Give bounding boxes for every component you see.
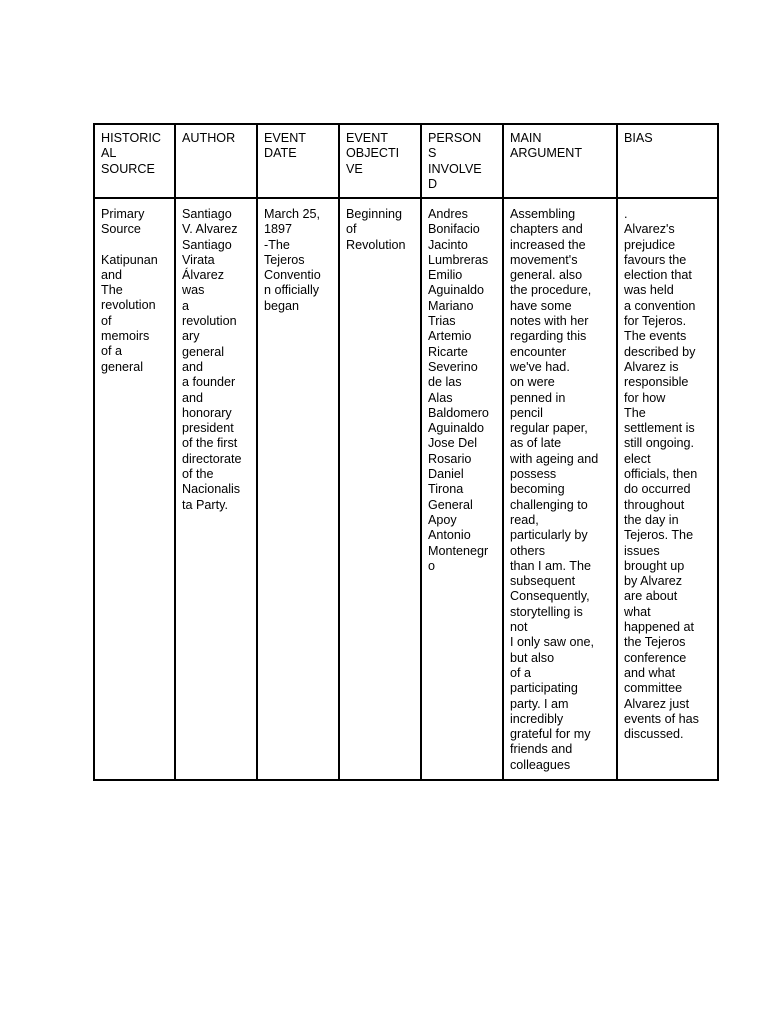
cell-text-line: issues: [624, 543, 660, 558]
cell-text-line: described by: [624, 344, 696, 359]
cell-text-line: and: [182, 359, 204, 374]
cell-text-line: Tejeros: [264, 252, 305, 267]
cell-text-line: on were: [510, 375, 555, 390]
cell-text-line: Artemio: [428, 329, 472, 344]
cell-text-line: Virata: [182, 252, 215, 267]
cell-text-line: D: [428, 176, 438, 191]
cell-event-date: [257, 198, 339, 780]
cell-text-line: HISTORIC: [101, 131, 161, 145]
cell-text-line: Consequently,: [510, 589, 590, 604]
cell-text-line: Source: [101, 222, 141, 237]
cell-text-line: a founder: [182, 375, 236, 390]
cell-text-line: happened at: [624, 620, 695, 635]
cell-text-line: the Tejeros: [624, 635, 686, 650]
cell-text-line: General: [428, 497, 473, 512]
cell-text-line: ARGUMENT: [510, 146, 583, 161]
cell-text-line: are about: [624, 589, 678, 604]
cell-text-line: INVOLVE: [428, 161, 482, 176]
header-event-objective: [339, 124, 421, 198]
cell-text-line: president: [182, 421, 234, 436]
cell-text-line: for how: [624, 390, 666, 405]
cell-text-line: Mariano: [428, 298, 474, 313]
cell-text-line: of the: [182, 467, 214, 482]
cell-text-line: conference: [624, 650, 687, 665]
cell-text-line: EVENT: [264, 131, 306, 145]
cell-text-line: -The: [264, 237, 290, 252]
cell-text-line: election that: [624, 268, 692, 283]
cell-event-objective: [339, 198, 421, 780]
cell-text-line: Daniel: [428, 467, 464, 482]
header-bias: [617, 124, 718, 198]
cell-text-line: read,: [510, 512, 539, 527]
cell-text-line: Emilio: [428, 268, 463, 283]
cell-text-line: DATE: [264, 146, 297, 161]
cell-text-line: becoming: [510, 482, 565, 497]
cell-text-line: have some: [510, 298, 572, 313]
cell-text-line: I only saw one,: [510, 635, 595, 650]
cell-text-line: Trias: [428, 314, 456, 329]
cell-text-line: and: [182, 390, 204, 405]
cell-text-line: OBJECTI: [346, 146, 400, 161]
cell-text-line: of: [346, 222, 357, 237]
cell-text-line: incredibly: [510, 711, 564, 726]
cell-text-line: honorary: [182, 405, 232, 420]
cell-text-line: do occurred: [624, 482, 691, 497]
cell-text-line: Conventio: [264, 268, 321, 283]
table-row: [94, 198, 718, 780]
cell-text-line: VE: [346, 161, 363, 176]
cell-text-line: Antonio: [428, 528, 471, 543]
cell-text-line: and: [101, 267, 123, 282]
cell-text-line: subsequent: [510, 574, 576, 589]
line-gap: [101, 238, 171, 253]
historical-analysis-table: [93, 123, 719, 781]
cell-text-line: Alvarez is: [624, 359, 679, 374]
cell-text-line: Alvarez's: [624, 222, 675, 237]
cell-text-line: and what: [624, 665, 676, 680]
cell-text-line: Assembling: [510, 207, 576, 221]
cell-text-line: general: [182, 344, 225, 359]
cell-text-line: EVENT: [346, 131, 388, 145]
cell-text-line: Katipunan: [101, 252, 158, 267]
cell-text-line: settlement is: [624, 421, 695, 436]
cell-text-line: S: [428, 146, 437, 161]
cell-text-line: a convention: [624, 298, 696, 313]
cell-text-line: Aguinaldo: [428, 283, 485, 298]
cell-text-line: March 25,: [264, 207, 320, 221]
cell-text-line: what: [624, 604, 651, 619]
cell-text-line: de las: [428, 375, 462, 390]
cell-text-line: by Alvarez: [624, 574, 683, 589]
cell-text-line: for Tejeros.: [624, 314, 687, 329]
cell-main-argument: [503, 198, 617, 780]
cell-historical-source: [94, 198, 175, 780]
cell-text-line: than I am. The: [510, 558, 591, 573]
cell-text-line: Rosario: [428, 451, 472, 466]
cell-text-line: friends and: [510, 742, 573, 757]
cell-text-line: MAIN: [510, 131, 542, 145]
cell-text-line: AL: [101, 146, 117, 161]
cell-text-line: still ongoing.: [624, 436, 695, 451]
cell-text-line: Bonifacio: [428, 222, 480, 237]
cell-text-line: began: [264, 298, 300, 313]
cell-text-line: Tejeros. The: [624, 528, 694, 543]
cell-text-line: throughout: [624, 497, 685, 512]
cell-text-line: Apoy: [428, 512, 457, 527]
cell-text-line: revolution: [101, 298, 156, 313]
cell-text-line: The: [101, 283, 123, 298]
cell-text-line: others: [510, 543, 546, 558]
cell-bias: [617, 198, 718, 780]
cell-text-line: of a: [101, 344, 123, 359]
cell-author: [175, 198, 257, 780]
cell-text-line: brought up: [624, 558, 685, 573]
cell-text-line: PERSON: [428, 131, 482, 145]
cell-text-line: memoirs: [101, 329, 150, 344]
cell-text-line: general. also: [510, 268, 583, 283]
cell-text-line: possess: [510, 467, 557, 482]
cell-text-line: the day in: [624, 512, 679, 527]
cell-text-line: The events: [624, 329, 687, 344]
cell-text-line: Nacionalis: [182, 482, 241, 497]
cell-text-line: directorate: [182, 451, 242, 466]
cell-text-line: Alvarez just: [624, 696, 690, 711]
cell-text-line: Andres: [428, 207, 468, 221]
cell-text-line: movement's: [510, 252, 578, 267]
header-row: [94, 124, 718, 198]
cell-text-line: Lumbreras: [428, 252, 489, 267]
cell-text-line: 1897: [264, 222, 293, 237]
cell-text-line: o: [428, 558, 436, 573]
cell-text-line: the procedure,: [510, 283, 592, 298]
header-persons-involved: [421, 124, 503, 198]
cell-text-line: penned in: [510, 390, 566, 405]
header-main-argument: [503, 124, 617, 198]
cell-text-line: grateful for my: [510, 727, 591, 742]
cell-text-line: regarding this: [510, 329, 587, 344]
header-author: [175, 124, 257, 198]
header-historical-source: [94, 124, 175, 198]
cell-text-line: was held: [624, 283, 674, 298]
cell-text-line: not: [510, 620, 528, 635]
cell-text-line: officials, then: [624, 467, 698, 482]
cell-text-line: events of has: [624, 711, 699, 726]
cell-text-line: Beginning: [346, 207, 403, 221]
cell-text-line: pencil: [510, 405, 543, 420]
cell-text-line: prejudice: [624, 237, 676, 252]
cell-text-line: Jacinto: [428, 237, 468, 252]
cell-text-line: .: [624, 207, 628, 221]
cell-text-line: Revolution: [346, 237, 406, 252]
cell-text-line: increased the: [510, 237, 586, 252]
cell-text-line: Álvarez: [182, 268, 224, 283]
cell-text-line: Santiago: [182, 207, 232, 221]
cell-text-line: revolution: [182, 314, 237, 329]
cell-text-line: AUTHOR: [182, 131, 236, 145]
cell-text-line: Primary: [101, 207, 145, 221]
cell-text-line: encounter: [510, 344, 567, 359]
cell-text-line: BIAS: [624, 131, 653, 145]
cell-text-line: SOURCE: [101, 161, 155, 176]
cell-text-line: as of late: [510, 436, 562, 451]
cell-text-line: Ricarte: [428, 344, 468, 359]
cell-text-line: notes with her: [510, 314, 589, 329]
cell-text-line: Jose Del: [428, 436, 477, 451]
cell-text-line: storytelling is: [510, 604, 583, 619]
cell-text-line: colleagues: [510, 757, 571, 772]
cell-text-line: particularly by: [510, 528, 588, 543]
cell-text-line: chapters and: [510, 222, 583, 237]
cell-text-line: we've had.: [510, 359, 570, 374]
cell-text-line: committee: [624, 681, 683, 696]
cell-text-line: responsible: [624, 375, 689, 390]
cell-text-line: Santiago: [182, 237, 232, 252]
cell-text-line: with ageing and: [510, 451, 599, 466]
header-event-date: [257, 124, 339, 198]
cell-text-line: of: [101, 313, 112, 328]
cell-text-line: Aguinaldo: [428, 421, 485, 436]
cell-text-line: V. Alvarez: [182, 222, 238, 237]
cell-text-line: was: [182, 283, 205, 298]
cell-text-line: general: [101, 359, 144, 374]
cell-text-line: Baldomero: [428, 405, 489, 420]
cell-text-line: party. I am: [510, 696, 569, 711]
cell-text-line: participating: [510, 681, 578, 696]
cell-text-line: Montenegr: [428, 543, 489, 558]
cell-text-line: elect: [624, 451, 651, 466]
cell-text-line: Tirona: [428, 482, 464, 497]
cell-text-line: ary: [182, 329, 200, 344]
cell-text-line: of a: [510, 665, 532, 680]
cell-text-line: ta Party.: [182, 497, 228, 512]
cell-text-line: discussed.: [624, 727, 684, 742]
cell-text-line: challenging to: [510, 497, 588, 512]
cell-text-line: favours the: [624, 252, 687, 267]
cell-text-line: Severino: [428, 359, 478, 374]
cell-text-line: regular paper,: [510, 421, 588, 436]
cell-text-line: n officially: [264, 283, 320, 298]
cell-text-line: The: [624, 405, 646, 420]
cell-text-line: a: [182, 298, 190, 313]
cell-text-line: but also: [510, 650, 555, 665]
cell-text-line: of the first: [182, 436, 238, 451]
cell-text-line: Alas: [428, 390, 453, 405]
cell-persons-involved: [421, 198, 503, 780]
